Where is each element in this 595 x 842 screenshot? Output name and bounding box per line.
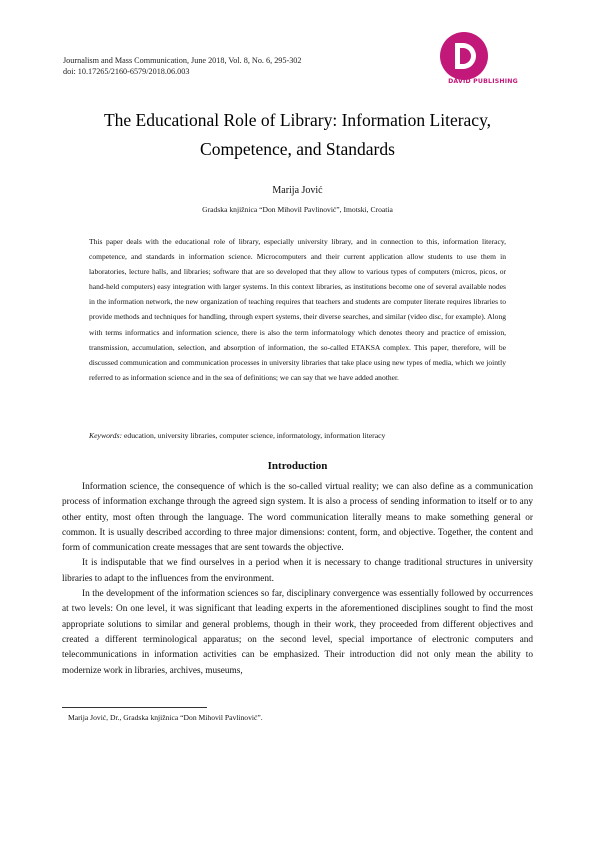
- author-name: Marija Jović: [272, 185, 323, 196]
- body-paragraph: It is indisputable that we find ourselves in a period when it is necessary to change traditional structures in university libraries to adapt to the influences from the environment.: [62, 558, 533, 584]
- body-paragraph: Information science, the consequence of which is the so-called virtual reality; we can also define as a communication process of information exchange through the agreed sign system. It is also a process of sending information to itself or to any other entity, most often through the language. The word communication literally means to make something general or common. It is usually described according to three major dimensions: content, form, and objective. Together, the content and form of communication create messages that are sent towards the objective.: [62, 482, 533, 554]
- journal-citation: Journalism and Mass Communication, June 2018, Vol. 8, No. 6, 295-302: [63, 56, 302, 65]
- keywords: [89, 430, 506, 442]
- footnote-divider: [62, 707, 207, 708]
- author-affiliation: Gradska knjižnica “Don Mihovil Pavlinović”, Imotski, Croatia: [202, 205, 393, 214]
- paper-title-line-2: Competence, and Standards: [200, 139, 395, 159]
- paper-title: [60, 106, 535, 164]
- publisher-logo: [427, 32, 539, 92]
- body-paragraph: In the development of the information sciences so far, disciplinary convergence was essentially followed by occurrences at two levels: On one level, it was significant that leading experts in the aforementioned disciplines sought to find the most appropriate solutions to similar and general problems, though in their work, they proceeded from different objectives and created a different terminological apparatus; on the second level, special importance of electronic computers and telecommunications in information activities can be emphasized. Their introduction did not only mean the ability to modernize work in libraries, archives, museums,: [62, 589, 533, 676]
- keywords-label: Keywords:: [89, 431, 123, 440]
- section-heading-introduction: Introduction: [267, 460, 328, 472]
- keywords-list: education, university libraries, computer science, informatology, information literacy: [122, 431, 386, 440]
- publisher-logo-text: DAVID PUBLISHING: [448, 78, 518, 85]
- introduction-body: [62, 480, 533, 679]
- publisher-logo-mark: [427, 32, 539, 80]
- abstract: This paper deals with the educational role of library, especially university library, and in connection to this, information literacy, competence, and standards in information science. Microcomputers and their current application allow students to use them in laboratories, lecture halls, and libraries; software that are so developed that they allow to various types of computers (micros, picos, or hand-held computers) easy integration with larger systems. In this context libraries, as institutions become one of several available nodes in the information network, the new organization of teaching requires that teachers and students are computer literate requires libraries to provide methods and techniques for handling, through expert systems, their diverse searches, and similar (video disc, for example). Along with terms informatics and information science, there is also the term informatology which denotes theory and practice of emission, transmission, accumulation, selection, and absorption of information, the so-called ETAKSA complex. This paper, therefore, will be discussed communication and communication processes in university libraries that take place using new types of media, which we jointly referred to as information science and in the sea of definitions; we can say that we have added another.: [89, 237, 506, 382]
- doi: doi: 10.17265/2160-6579/2018.06.003: [63, 67, 190, 76]
- journal-header: [63, 55, 302, 77]
- footnote: Marija Jović, Dr., Gradska knjižnica “Don Mihovil Pavlinović”.: [68, 713, 263, 722]
- paper-title-line-1: The Educational Role of Library: Information Literacy,: [103, 110, 492, 130]
